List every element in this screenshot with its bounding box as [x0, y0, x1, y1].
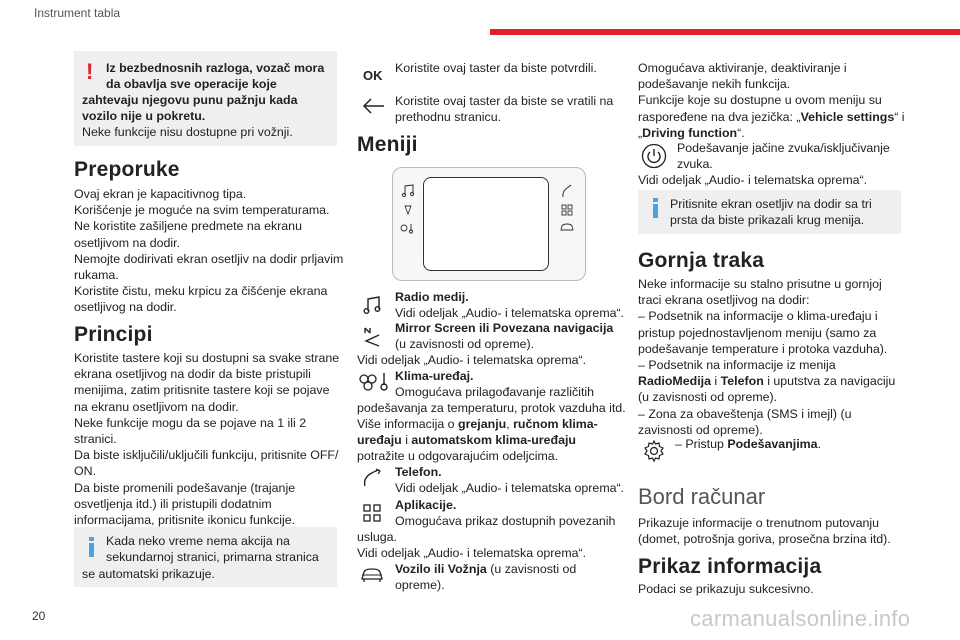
settings-gear-icon — [642, 439, 666, 463]
radio-text: Vidi odeljak „Audio- i telematska oprema“. — [395, 306, 625, 320]
navigation-arrow-icon — [362, 325, 382, 347]
text-line: ekrana osetljivog na dodir da biste pristupili — [74, 367, 311, 382]
right-intro — [638, 60, 905, 141]
prikaz-text: Podaci se prikazuju sukcesivno. — [638, 582, 814, 596]
climate-icon — [400, 222, 416, 234]
text-span: Vozilo ili Vožnja — [395, 562, 487, 576]
info-line: sekundarnoj stranici, primarna stranica — [106, 550, 319, 564]
back-text: Koristite ovaj taster da biste se vratili na — [395, 94, 614, 108]
text-line: Koristite čistu, meku krpicu za čišćenje ekrana — [74, 284, 328, 299]
klima-line: potražite u odgovarajućim odeljcima. — [357, 449, 559, 463]
text-span: . — [817, 437, 822, 451]
mirror-title: Mirror Screen ili Povezana navigacija — [395, 321, 614, 335]
climate-icon — [358, 371, 390, 393]
klima-line — [357, 416, 598, 432]
klima-line: podešavanja za temperaturu, protok vazduha itd. — [357, 401, 626, 415]
power-text: Vidi odeljak „Audio- i telematska oprema“. — [638, 173, 868, 187]
text-line: osvetljenja itd.) ili pristupili dodatnim — [74, 496, 272, 511]
heading-principi: Principi — [74, 323, 153, 346]
heading-meniji: Meniji — [357, 133, 418, 156]
gornja-text — [638, 276, 895, 438]
text-span: (u zavisnosti od — [486, 562, 577, 576]
text-span: Driving function — [642, 125, 738, 140]
text-line: – Podsetnik na informacije o klima-uređaju i — [638, 309, 878, 324]
text-span: uređaju — [357, 433, 402, 447]
klima-title: Klima-uređaj. — [395, 369, 474, 383]
text-span: – Pristup — [675, 437, 728, 451]
music-note-icon — [401, 184, 415, 198]
text-line: – Zona za obaveštenja (SMS i imejl) (u — [638, 406, 852, 421]
back-arrow-icon — [362, 98, 386, 114]
warning-line: Iz bezbednosnih razloga, vozač mora — [106, 61, 325, 75]
info-icon — [653, 198, 658, 218]
text-line: zavisnosti od opreme). — [638, 422, 763, 437]
page-number: 20 — [32, 609, 46, 623]
text-span: i uputstva za navigaciju — [763, 374, 896, 389]
text-line: – Podsetnik na informacije iz menija — [638, 358, 836, 373]
text-line: Korišćenje je moguće na svim temperaturama. — [74, 203, 330, 218]
aplikacije-line: Vidi odeljak „Audio- i telematska oprema“. — [357, 546, 587, 560]
text-span: Vehicle settings — [800, 109, 895, 124]
header-accent-bar — [490, 29, 960, 35]
mirror-text: Vidi odeljak „Audio- i telematska oprema“. — [357, 353, 587, 367]
aplikacije-title: Aplikacije. — [395, 498, 457, 512]
info-line: Pritisnite ekran osetljiv na dodir sa tri — [670, 197, 872, 211]
info-icon — [89, 537, 94, 557]
phone-icon — [561, 184, 573, 198]
bord-text: Prikazuje informacije o trenutnom putovanju — [638, 516, 880, 530]
phone-icon — [362, 468, 382, 488]
text-line: na ekranu osetljivom na dodir. — [74, 399, 239, 414]
text-span: “. — [737, 125, 745, 140]
text-span: Više informacija o — [357, 417, 459, 431]
principi-text — [74, 350, 339, 528]
text-line: Ovaj ekran je kapacitivnog tipa. — [74, 187, 247, 201]
telefon-title: Telefon. — [395, 465, 442, 479]
aplikacije-line: usluga. — [357, 530, 397, 544]
screen-illustration — [392, 167, 586, 281]
warning-line: Neke funkcije nisu dostupne pri vožnji. — [82, 125, 293, 139]
warning-icon: ! — [86, 59, 94, 84]
preporuke-text — [74, 186, 343, 316]
text-line: informacijama, pritisnite ikonicu funkcije. — [74, 513, 296, 528]
text-line: osetljivom na dodir. — [74, 235, 181, 250]
text-line: Da biste isključili/uključili funkciju, pritisnite OFF/ — [74, 448, 339, 463]
text-line: (u zavisnosti od opreme). — [638, 390, 778, 405]
text-line: stranici. — [74, 432, 117, 447]
klima-line — [357, 432, 576, 448]
text-line: Nemojte dodirivati ekran osetljiv na dodir prljavim — [74, 251, 344, 266]
text-line: Funkcije koje su dostupne u ovom meniju su — [638, 93, 882, 108]
text-span: RadioMedija — [638, 374, 711, 389]
text-line: traci ekrana osetljivog na dodir: — [638, 293, 810, 308]
text-line — [638, 373, 895, 389]
power-text: Podešavanje jačine zvuka/isključivanje — [677, 141, 890, 155]
klima-line: Omogućava prilagođavanje različitih — [395, 385, 595, 399]
power-text: zvuka. — [677, 157, 713, 171]
text-line — [638, 109, 905, 125]
mirror-sub: (u zavisnosti od opreme). — [395, 337, 535, 351]
text-line: menijima, zatim pritisnite tastere koji se pojave — [74, 383, 330, 398]
bord-text: (domet, potrošnja goriva, prosečna brzina itd). — [638, 532, 891, 546]
music-note-icon — [362, 295, 382, 315]
info-line: Kada neko vreme nema akcija na — [106, 534, 290, 548]
power-icon — [641, 143, 667, 169]
car-icon — [559, 222, 575, 234]
text-span: raspoređene na dva jezička: „ — [638, 109, 801, 124]
heading-preporuke: Preporuke — [74, 158, 180, 181]
radio-title: Radio medij. — [395, 290, 469, 304]
text-line: ON. — [74, 464, 97, 479]
back-text: prethodnu stranicu. — [395, 110, 502, 124]
warning-line: vozilo nije u pokretu. — [82, 109, 206, 123]
text-span: grejanju — [458, 417, 507, 431]
apps-icon — [561, 204, 573, 216]
text-line: Omogućava aktiviranje, deaktiviranje i — [638, 61, 847, 75]
text-span: “ i — [894, 109, 905, 124]
warning-line: da obavlja sve operacije koje — [106, 77, 277, 91]
text-line: podešavanje nekih funkcija. — [638, 77, 791, 92]
text-span: automatskom klima-uređaju — [411, 433, 576, 447]
text-line: Neke informacije su stalno prisutne u gornjoj — [638, 277, 882, 291]
aplikacije-line: Omogućava prikaz dostupnih povezanih — [395, 514, 616, 528]
info-line: prsta da biste prikazali krug menija. — [670, 213, 865, 227]
watermark: carmanualsonline.info — [690, 606, 911, 631]
text-span: „ — [638, 125, 643, 140]
text-line: pristup pojednostavljenom meniju (samo za — [638, 325, 877, 340]
navigation-icon — [403, 204, 413, 216]
screen-display — [423, 177, 549, 271]
ok-text: Koristite ovaj taster da biste potvrdili. — [395, 61, 597, 75]
warning-line: zahtevaju njegovu punu pažnju kada — [82, 93, 298, 107]
text-line: Koristite tastere koji su dostupni sa svake strane — [74, 351, 340, 365]
ok-icon: OK — [363, 68, 383, 83]
settings-text — [675, 436, 821, 452]
text-line: Neke funkcije mogu da se pojave na 1 ili 2 — [74, 415, 307, 430]
vozilo-title — [395, 561, 576, 577]
apps-grid-icon — [363, 504, 381, 522]
text-line — [638, 125, 905, 141]
text-line: Ne koristite zašiljene predmete na ekranu — [74, 219, 302, 234]
text-span: i — [401, 433, 412, 447]
heading-prikaz-informacija: Prikaz informacija — [638, 555, 822, 578]
heading-bord-racunar: Bord računar — [638, 484, 766, 509]
text-line: Da biste promenili podešavanje (trajanje — [74, 480, 296, 495]
heading-gornja-traka: Gornja traka — [638, 249, 765, 272]
text-span: ručnom klima- — [513, 417, 598, 431]
vozilo-line: opreme). — [395, 578, 445, 592]
text-span: Podešavanjima — [727, 437, 818, 451]
running-header: Instrument tabla — [34, 6, 121, 20]
text-line: osetljivog na dodir. — [74, 300, 177, 315]
text-line: podešavanje temperature i protoka vazduha). — [638, 341, 888, 356]
car-icon — [360, 566, 384, 584]
text-span: Telefon — [720, 374, 764, 389]
text-span: i — [710, 374, 721, 389]
info-line: se automatski prikazuje. — [82, 567, 215, 581]
text-span: , — [506, 417, 514, 431]
telefon-text: Vidi odeljak „Audio- i telematska oprema“. — [395, 481, 625, 495]
text-line: rukama. — [74, 268, 119, 283]
